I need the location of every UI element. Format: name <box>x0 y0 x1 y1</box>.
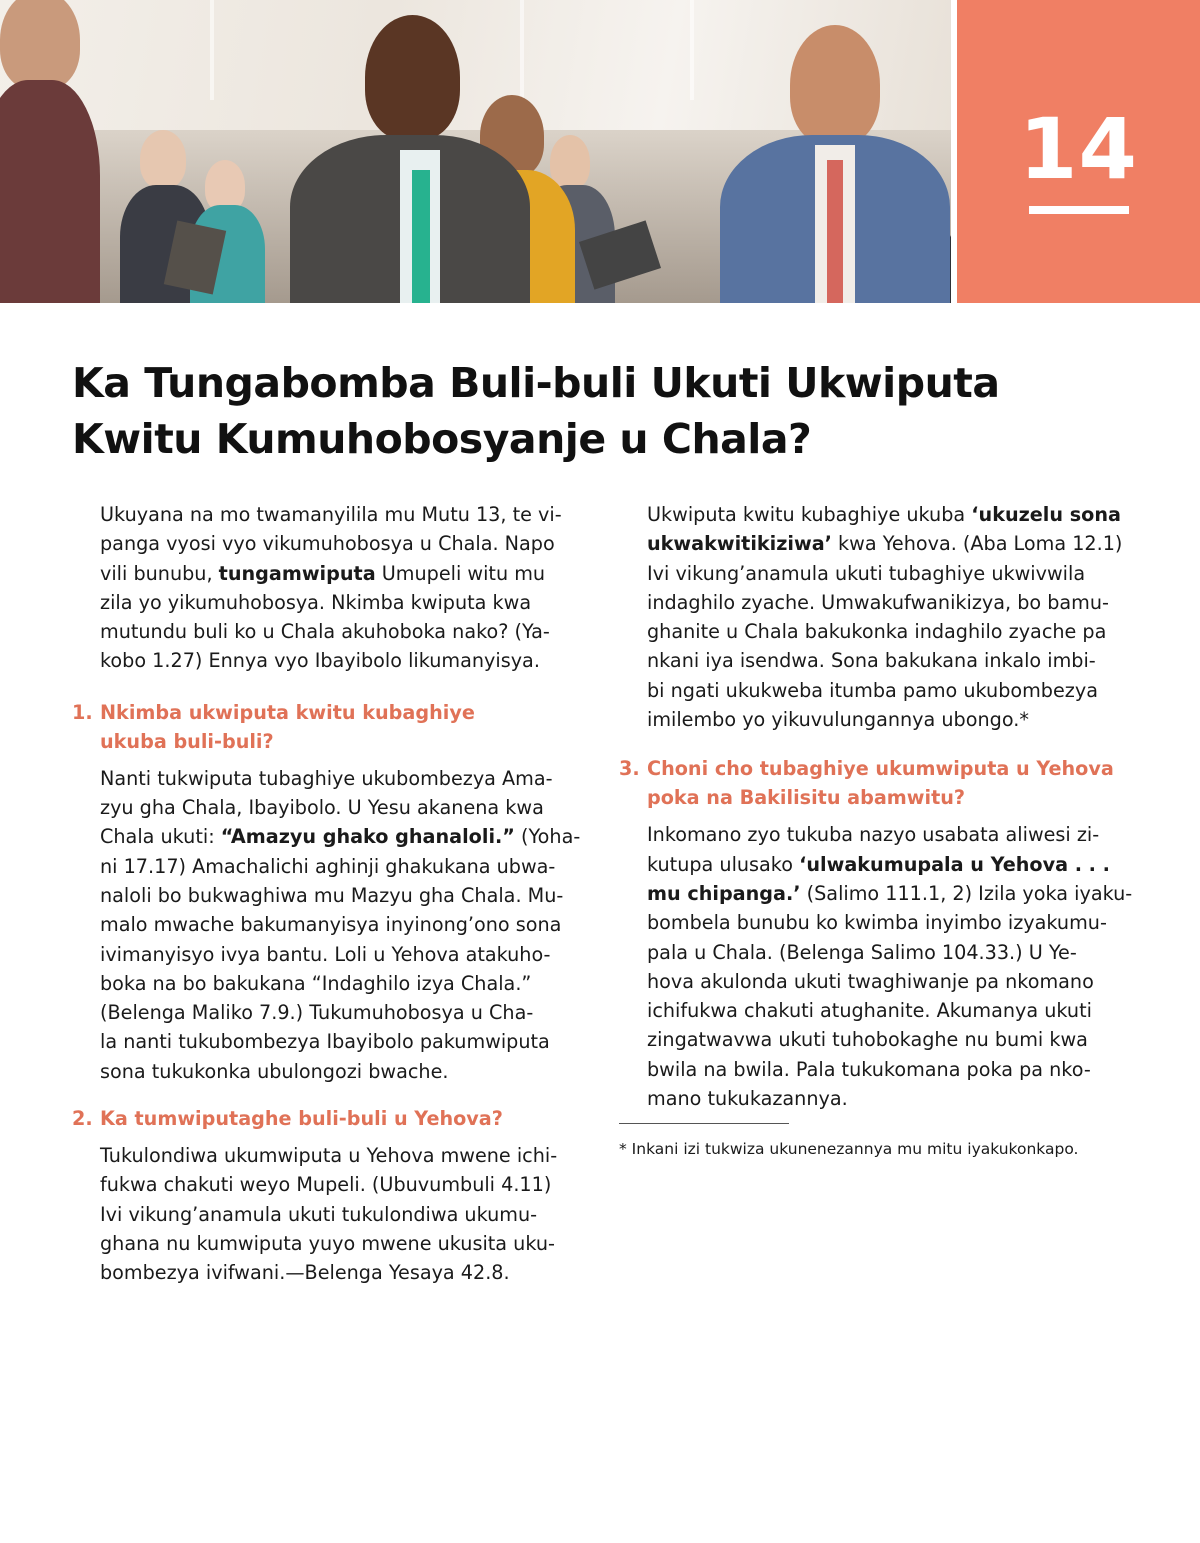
answer-paragraph: Inkomano zyo tukuba nazyo usabata aliwesi zi- kutupa ulusako ‘ulwakumupala u Yehova . . . mu chipanga.’ (Salimo 111.1, 2) Izila yoka iyaku- bombela bunubu ko kwimba inyimbo izyakumu- pala u Chala. (Belenga Salimo 104.33.) U Ye- hova akulonda ukuti twaghiwanje pa nkomano ichifukwa chakuti atughanite. Akumanya ukuti zingatwavwa ukuti tuhobokaghe nu bumi kwa bwila na bwila. Pala tukukomana poka pa nko- mano tukukazannya. <box>647 823 1133 1111</box>
page-title <box>72 355 1152 467</box>
answer-paragraph: Tukulondiwa ukumwiputa u Yehova mwene ichi- fukwa chakuti weyo Mupeli. (Ubuvumbuli 4.11) Ivi vikung’anamula ukuti tukulondiwa ukumu- ghana nu kumwiputa yuyo mwene ukusita uku- bombezya ivifwani.—Belenga Yesaya 42.8. <box>100 1144 558 1285</box>
intro-paragraph: Ukuyana na mo twamanyilila mu Mutu 13, te vi- panga vyosi vyo vikumuhobosya u Chala. Napo vili bunubu, tungamwiputa Umupeli witu mu zila yo yikumuhobosya. Nkimba kwiputa kwa mutundu buli ko u Chala akuhoboka nako? (Ya- kobo 1.27) Ennya vyo Ibayibolo likumanyisya. <box>100 503 562 673</box>
title-line: Kwitu Kumuhobosyanje u Chala? <box>72 415 812 463</box>
header-photo <box>0 0 951 303</box>
question-heading: 2. Ka tumwiputaghe buli-buli u Yehova? <box>72 1107 503 1131</box>
question-heading: 1. Nkimba ukwiputa kwitu kubaghiye ukuba buli-buli? <box>72 700 475 753</box>
answer-paragraph: Nanti tukwiputa tubaghiye ukubombezya Ama- zyu gha Chala, Ibayibolo. U Yesu akanena kwa Chala ukuti: “Amazyu ghako ghanaloli.” (Yoha- ni 17.17) Amachalichi aghinji ghakukana ubwa- naloli bo bukwaghiwa mu Mazyu gha Chala. Mu- malo mwache bakumanyisya inyinong’ono sona ivimanyisyo ivya bantu. Loli u Yehova atakuho- boka na bo bakukana “Indaghilo izya Chala.” (Belenga Maliko 7.9.) Tukumuhobosya u Cha- la nanti tukubombezya Ibayibolo pakumwiputa sona tukukonka ubulongozi bwache. <box>100 766 581 1083</box>
chapter-badge <box>957 0 1200 303</box>
chapter-underline <box>1029 206 1129 214</box>
footnote: * Inkani izi tukwiza ukunenezannya mu mitu iyakukonkapo. <box>619 1140 1079 1159</box>
body-paragraph: Ukwiputa kwitu kubaghiye ukuba ‘ukuzelu sona ukwakwitikiziwa’ kwa Yehova. (Aba Loma 12.1) Ivi vikung’anamula ukuti tubaghiye ukwivwila indaghilo zyache. Umwakufwanikizya, bo bamu- ghanite u Chala bakukonka indaghilo zyache pa nkani iya isendwa. Sona bakukana inkalo imbi- bi ngati ukukweba itumba pamo ukubombezya imilembo yo yikuvulungannya ubongo.* <box>647 503 1123 732</box>
chapter-number: 14 <box>1019 100 1138 198</box>
left-column <box>72 500 586 1288</box>
question-heading: 3. Choni cho tubaghiye ukumwiputa u Yehova poka na Bakilisitu abamwitu? <box>619 757 1114 810</box>
right-column <box>619 500 1133 1160</box>
title-line: Ka Tungabomba Buli-buli Ukuti Ukwiputa <box>72 359 1000 407</box>
footnote-divider <box>619 1123 789 1124</box>
